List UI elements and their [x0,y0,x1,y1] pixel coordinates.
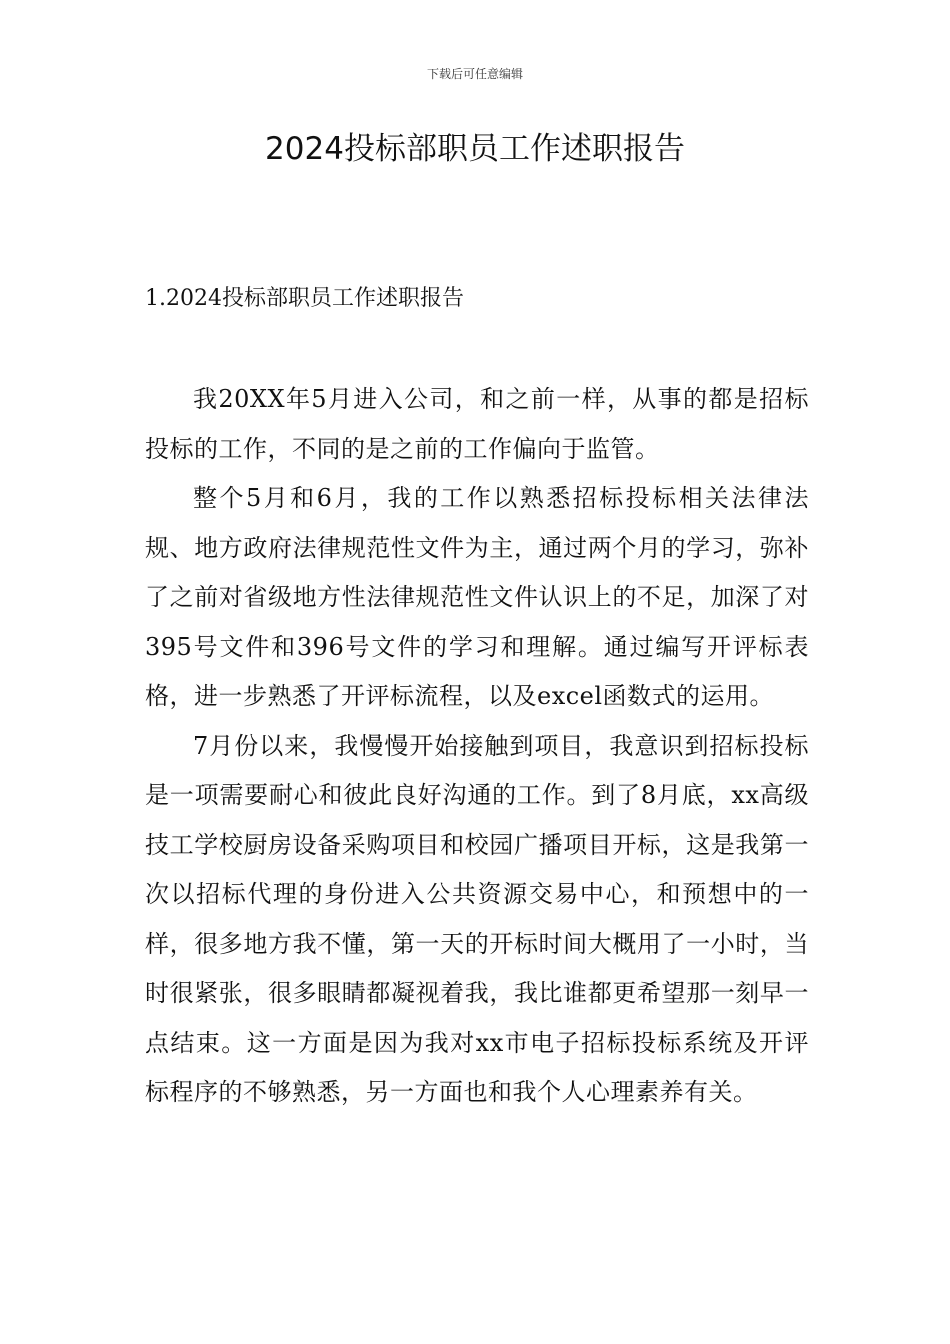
body-text [145,375,809,1118]
paragraph-3: 7月份以来，我慢慢开始接触到项目，我意识到招标投标是一项需要耐心和彼此良好沟通的工作。到了8月底，xx高级技工学校厨房设备采购项目和校园广播项目开标，这是我第一次以招标代理的身份进入公共资源交易中心，和预想中的一样，很多地方我不懂，第一天的开标时间大概用了一小时，当时很紧张，很多眼睛都凝视着我，我比谁都更希望那一刻早一点结束。这一方面是因为我对xx市电子招标投标系统及开评标程序的不够熟悉，另一方面也和我个人心理素养有关。 [145,731,809,1106]
paragraph-2: 整个5月和6月，我的工作以熟悉招标投标相关法律法规、地方政府法律规范性文件为主，通过两个月的学习，弥补了之前对省级地方性法律规范性文件认识上的不足，加深了对395号文件和396号文件的学习和理解。通过编写开评标表格，进一步熟悉了开评标流程，以及excel函数式的运用。 [145,484,809,710]
section-heading: 1.2024投标部职员工作述职报告 [145,286,464,311]
paragraph-1: 我20XX年5月进入公司，和之前一样，从事的都是招标投标的工作，不同的是之前的工作偏向于监管。 [145,385,809,463]
header-note: 下载后可任意编辑 [426,67,523,81]
document-title: 2024投标部职员工作述职报告 [265,131,685,167]
